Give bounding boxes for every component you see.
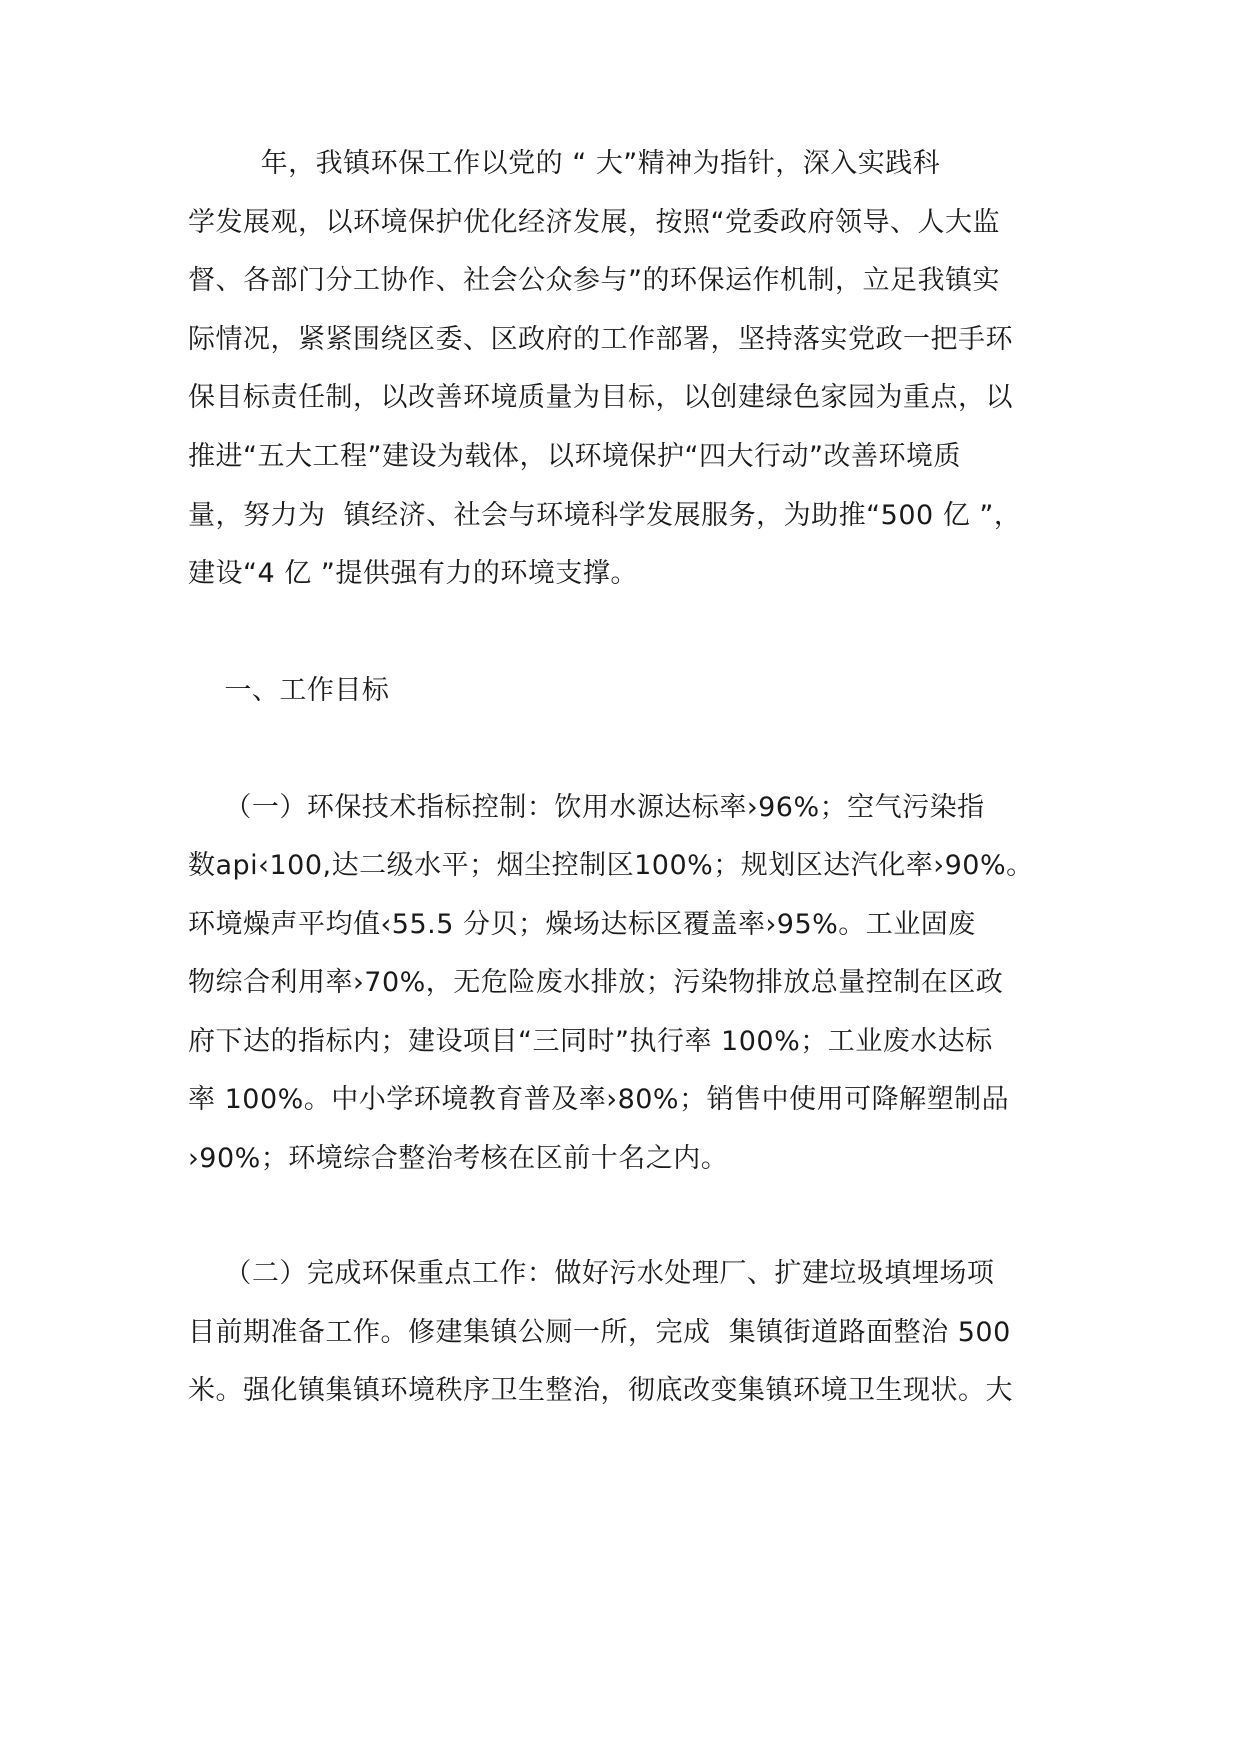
section1-line: ›90%；环境综合整治考核在区前十名之内。: [188, 1143, 729, 1174]
section1-line: 率 100%。中小学环境教育普及率›80%；销售中使用可降解塑制品: [188, 1084, 1010, 1115]
section1-line: 环境燥声平均值‹55.5 分贝；燥场达标区覆盖率›95%。工业固废: [188, 909, 976, 940]
intro-line: 推进“五大工程”建设为载体，以环境保护“四大行动”改善环境质: [188, 441, 961, 472]
intro-line: 保目标责任制，以改善环境质量为目标，以创建绿色家园为重点，以: [188, 382, 1013, 413]
intro-line: 学发展观，以环境保护优化经济发展，按照“党委政府领导、人大监: [188, 207, 1000, 238]
intro-line: 督、各部门分工协作、社会公众参与”的环保运作机制，立足我镇实: [188, 265, 1000, 296]
section2-line: （二）完成环保重点工作：做好污水处理厂、扩建垃圾填埋场项: [188, 1258, 995, 1289]
section2-line: 目前期准备工作。修建集镇公厕一所，完成 集镇街道路面整治 500: [188, 1317, 1011, 1348]
intro-line: 量，努力为 镇经济、社会与环境科学发展服务，为助推“500 亿 ”，: [188, 500, 1022, 531]
section1-line: （一）环保技术指标控制：饮用水源达标率›96%；空气污染指: [188, 792, 985, 823]
intro-line: 年，我镇环保工作以党的 “ 大”精神为指针，深入实践科: [188, 148, 941, 179]
intro-line: 际情况，紧紧围绕区委、区政府的工作部署，坚持落实党政一把手环: [188, 324, 1013, 355]
section2-line: 米。强化镇集镇环境秩序卫生整治，彻底改变集镇环境卫生现状。大: [188, 1375, 1013, 1406]
section1-line: 数api‹100,达二级水平；烟尘控制区100%；规划区达汽化率›90%。: [188, 850, 1034, 881]
section-heading: 一、工作目标: [188, 675, 390, 706]
section1-line: 府下达的指标内；建设项目“三同时”执行率 100%；工业废水达标: [188, 1026, 993, 1057]
section1-line: 物综合利用率›70%，无危险废水排放；污染物排放总量控制在区政: [188, 967, 1004, 998]
intro-line: 建设“4 亿 ”提供强有力的环境支撑。: [188, 558, 638, 589]
